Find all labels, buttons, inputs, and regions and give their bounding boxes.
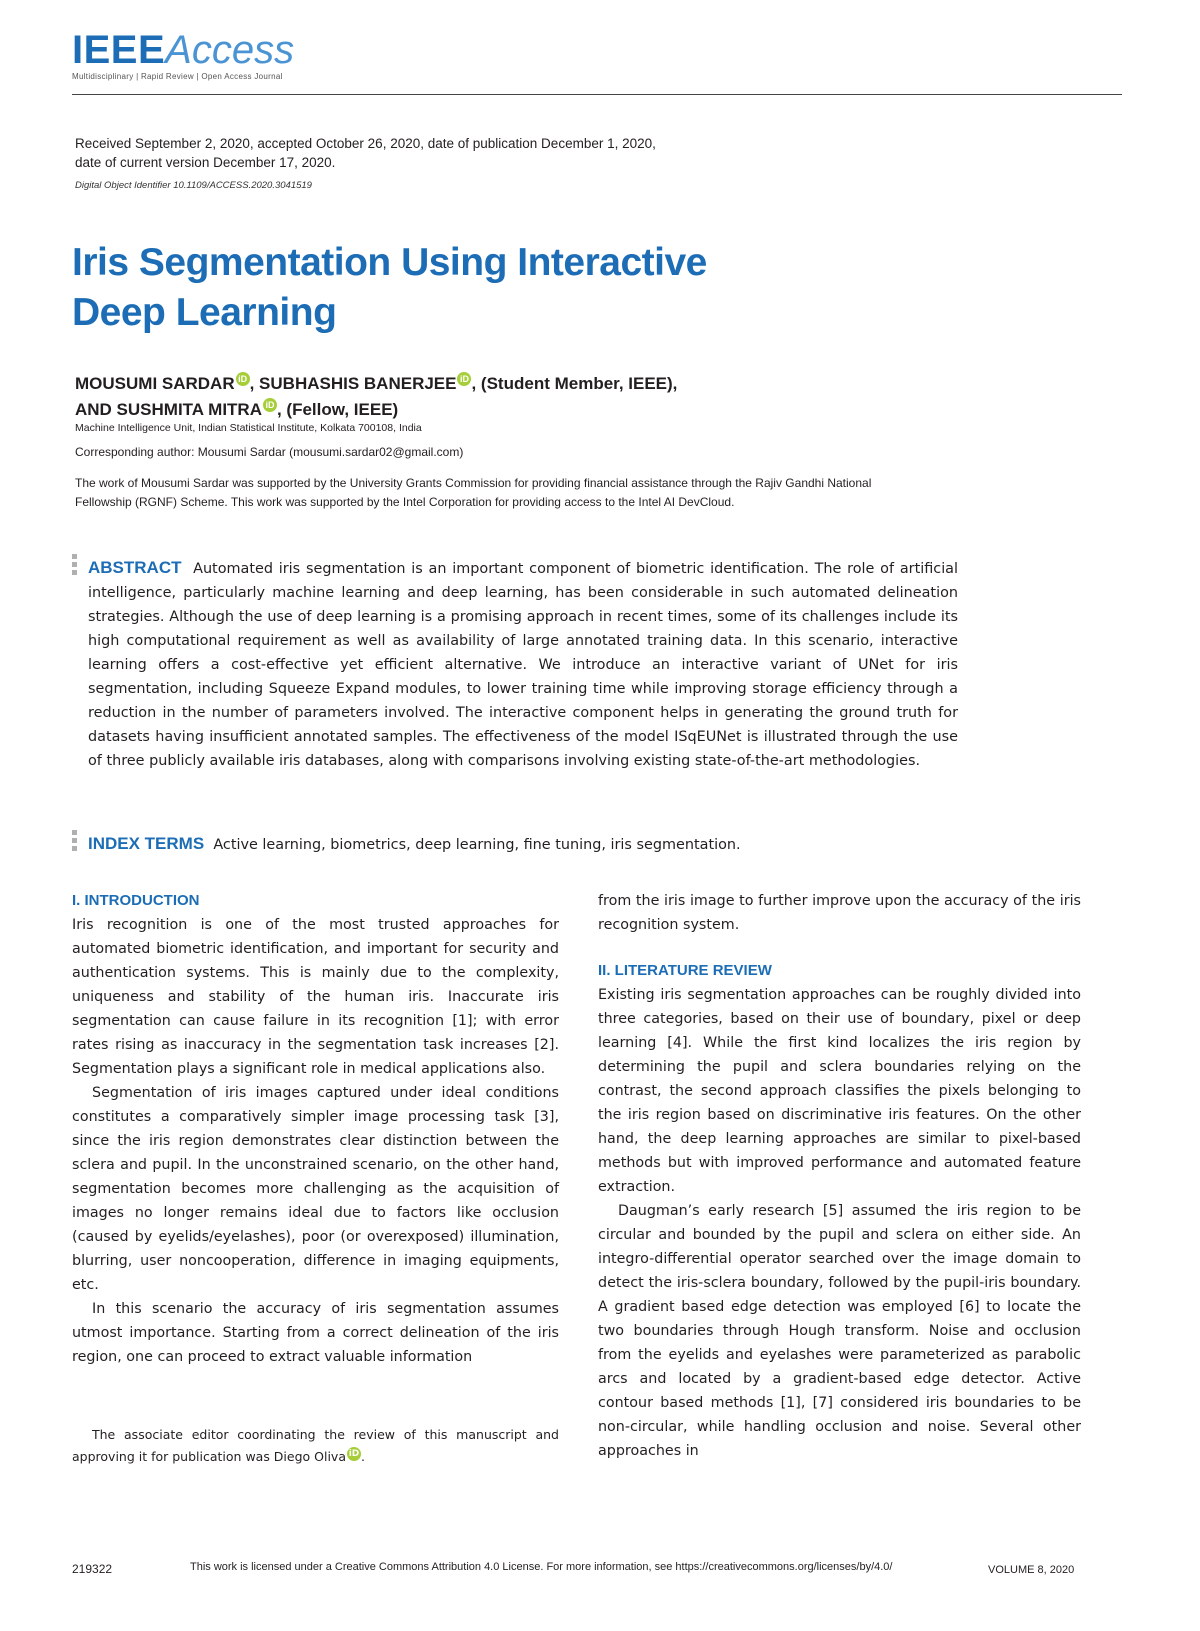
index-terms-text: Active learning, biometrics, deep learning, fine tuning, iris segmentation.	[213, 837, 741, 853]
received-line-2: date of current version December 17, 2020.	[75, 155, 336, 170]
author-list	[75, 371, 1075, 423]
header-divider	[72, 94, 1122, 95]
footnote-text: The associate editor coordinating the review of this manuscript and approving it for publication was Diego Oliva	[72, 1427, 559, 1464]
author-1: MOUSUMI SARDAR	[75, 374, 235, 393]
literature-paragraph-2: Daugman’s early research [5] assumed the iris region to be circular and bounded by the pupil and sclera on either side. An integro-differential operator searched over the image domain to detect the iris-sclera boundary, followed by the pupil-iris boundary. A gradient based edge detection was employed [6] to locate the two boundaries through Hough transform. Noise and occlusion from the eyelids and eyelashes were parameterized as parabolic arcs and located by a gradient-based edge detector. Active contour based methods [1], [7] considered iris boundaries to be non-circular, while handling occlusion and noise. Several other approaches in	[598, 1203, 1081, 1459]
received-line-1: Received September 2, 2020, accepted October 26, 2020, date of publication December 1, 2020,	[75, 136, 656, 151]
author-3: AND SUSHMITA MITRA	[75, 400, 262, 419]
orcid-icon[interactable]: iD	[263, 398, 277, 412]
index-terms-marker-icon	[72, 830, 79, 851]
corresponding-author: Corresponding author: Mousumi Sardar (mousumi.sardar02@gmail.com)	[75, 445, 464, 459]
intro-paragraph-continued: from the iris image to further improve upon the accuracy of the iris recognition system.	[598, 893, 1081, 933]
volume-info: VOLUME 8, 2020	[988, 1564, 1075, 1576]
intro-paragraph-2: Segmentation of iris images captured under ideal conditions constitutes a comparatively simpler image processing task [3], since the iris region demonstrates clear distinction between the sclera and pupil. In the unconstrained scenario, on the other hand, segmentation becomes more challenging as the acquisition of images no longer remains ideal due to factors like occlusion (caused by eyelids/eyelashes), poor (or overexposed) illumination, blurring, user noncooperation, difference in imaging equipments, etc.	[72, 1085, 559, 1293]
left-column	[72, 889, 559, 1369]
title-line-2: Deep Learning	[72, 291, 337, 334]
abstract-marker-icon	[72, 554, 79, 575]
journal-tagline: Multidisciplinary | Rapid Review | Open Access Journal	[72, 72, 283, 81]
literature-paragraph-1: Existing iris segmentation approaches can be roughly divided into three categories, based on their use of boundary, pixel or deep learning [4]. While the first kind localizes the iris region by determining the pupil and sclera boundaries relying on the contrast, the second approach classifies the pixels belonging to the iris region based on discriminative iris features. On the other hand, the deep learning approaches are similar to pixel-based methods but with improved performance and automated feature extraction.	[598, 987, 1081, 1195]
license-statement[interactable]: This work is licensed under a Creative Commons Attribution 4.0 License. For more information, see https://creativecommons.org/licenses/by/4.0/	[190, 1561, 893, 1573]
funding-statement: The work of Mousumi Sardar was supported by the University Grants Commission for providing financial assistance through the Rajiv Gandhi National Fellowship (RGNF) Scheme. This work was supported by the Intel Corporation for providing access to the Intel AI DevCloud.	[75, 476, 872, 509]
title-line-1: Iris Segmentation Using Interactive	[72, 241, 707, 284]
page-number: 219322	[72, 1562, 113, 1576]
abstract-heading: ABSTRACT	[88, 558, 182, 577]
literature-review-heading: II. LITERATURE REVIEW	[598, 962, 772, 979]
abstract-text: Automated iris segmentation is an important component of biometric identification. The role of artificial intelligence, particularly machine learning and deep learning, has been considerable in such automated delineation strategies. Although the use of deep learning is a promising approach in recent times, some of its challenges include its high computational requirement as well as availability of large annotated training data. In this scenario, interactive learning offers a cost-effective yet efficient alternative. We introduce an interactive variant of UNet for iris segmentation, including Squeeze Expand modules, to lower training time while improving storage efficiency through a reduction in the number of parameters involved. The interactive component helps in generating the ground truth for datasets having insufficient annotated samples. The effectiveness of the model ISqEUNet is illustrated through the use of three publicly available iris databases, along with comparisons involving existing state-of-the-art methodologies.	[88, 561, 959, 769]
paper-title	[72, 238, 972, 338]
author-2-membership: , (Student Member, IEEE),	[471, 374, 678, 393]
intro-paragraph-1: Iris recognition is one of the most trusted approaches for automated biometric identification, and important for security and authentication systems. This is mainly due to the complexity, uniqueness and stability of the human iris. Inaccurate iris segmentation can cause failure in its recognition [1]; with error rates rising as inaccuracy in the segmentation task increases [2]. Segmentation plays a significant role in medical applications also.	[72, 917, 559, 1077]
author-2: , SUBHASHIS BANERJEE	[249, 374, 457, 393]
received-dates	[75, 134, 656, 172]
orcid-icon[interactable]: iD	[348, 1448, 360, 1459]
index-terms	[88, 832, 988, 857]
intro-paragraph-3: In this scenario the accuracy of iris segmentation assumes utmost importance. Starting from a correct delineation of the iris region, one can proceed to extract valuable information	[72, 1301, 559, 1365]
intro-heading: I. INTRODUCTION	[72, 892, 200, 909]
orcid-icon[interactable]: iD	[457, 372, 471, 386]
right-column	[598, 889, 1081, 1463]
doi: Digital Object Identifier 10.1109/ACCESS.2020.3041519	[75, 180, 312, 191]
author-3-membership: , (Fellow, IEEE)	[276, 400, 399, 419]
index-terms-heading: INDEX TERMS	[88, 834, 205, 853]
logo-access: Access	[165, 28, 295, 72]
logo-ieee: IEEE	[72, 28, 166, 72]
orcid-icon[interactable]: iD	[236, 372, 250, 386]
abstract	[88, 556, 958, 773]
editor-footnote: The associate editor coordinating the review of this manuscript and approving it for publication was Diego Oliva iD .	[72, 1427, 559, 1464]
affiliation: Machine Intelligence Unit, Indian Statistical Institute, Kolkata 700108, India	[75, 422, 422, 434]
journal-logo	[72, 30, 294, 70]
